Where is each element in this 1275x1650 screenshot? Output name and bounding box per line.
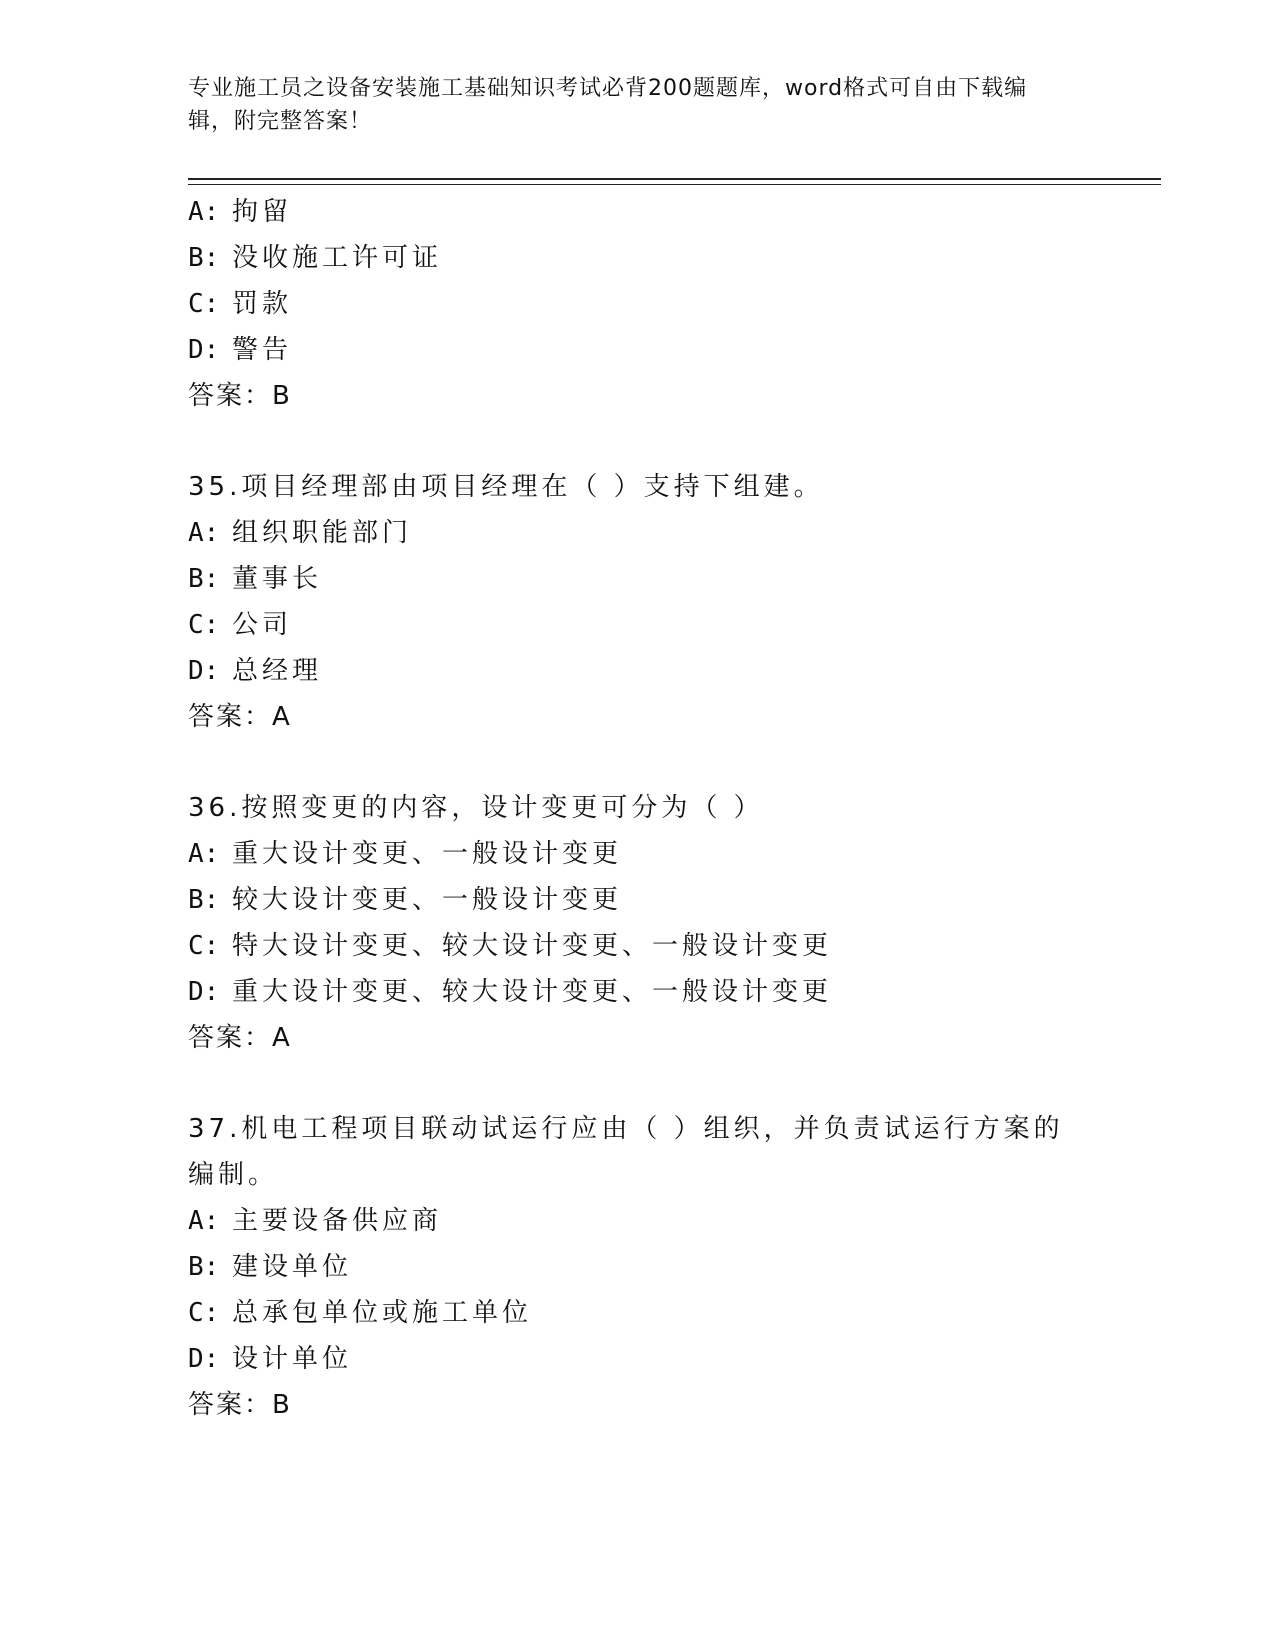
option-a: A: 重大设计变更、一般设计变更 bbox=[188, 839, 623, 869]
option-d: D: 总经理 bbox=[188, 656, 323, 686]
option-d: D: 警告 bbox=[188, 335, 293, 365]
option-a: A: 主要设备供应商 bbox=[188, 1206, 443, 1236]
question-text: 36.按照变更的内容，设计变更可分为（ ） bbox=[188, 793, 764, 823]
option-c: C: 特大设计变更、较大设计变更、一般设计变更 bbox=[188, 931, 833, 961]
option-a: A: 组织职能部门 bbox=[188, 518, 413, 548]
spacer bbox=[188, 740, 1088, 785]
option-b: B: 没收施工许可证 bbox=[188, 243, 443, 273]
option-d: D: 设计单位 bbox=[188, 1344, 353, 1374]
header-divider-thin bbox=[188, 184, 1161, 185]
question-text: 35.项目经理部由项目经理在（ ）支持下组建。 bbox=[188, 472, 824, 502]
option-b: B: 建设单位 bbox=[188, 1252, 353, 1282]
option-c: C: 总承包单位或施工单位 bbox=[188, 1298, 533, 1328]
answer-line: 答案：B bbox=[188, 1390, 292, 1420]
answer-line: 答案：B bbox=[188, 381, 292, 411]
question-block bbox=[188, 464, 1088, 740]
answer-line: 答案：A bbox=[188, 702, 292, 732]
option-c: C: 罚款 bbox=[188, 289, 293, 319]
question-block bbox=[188, 785, 1088, 1061]
option-d: D: 重大设计变更、较大设计变更、一般设计变更 bbox=[188, 977, 833, 1007]
question-block bbox=[188, 189, 1088, 419]
spacer bbox=[188, 419, 1088, 464]
option-b: B: 较大设计变更、一般设计变更 bbox=[188, 885, 623, 915]
header-divider-thick bbox=[188, 178, 1161, 180]
option-c: C: 公司 bbox=[188, 610, 293, 640]
option-b: B: 董事长 bbox=[188, 564, 323, 594]
document-header: 专业施工员之设备安装施工基础知识考试必背200题题库，word格式可自由下载编辑，附完整答案！ bbox=[188, 76, 1028, 134]
question-list bbox=[188, 189, 1088, 1428]
answer-line: 答案：A bbox=[188, 1023, 292, 1053]
question-text: 37.机电工程项目联动试运行应由（ ）组织，并负责试运行方案的编制。 bbox=[188, 1114, 1064, 1190]
question-block bbox=[188, 1106, 1088, 1428]
spacer bbox=[188, 1061, 1088, 1106]
option-a: A: 拘留 bbox=[188, 197, 293, 227]
